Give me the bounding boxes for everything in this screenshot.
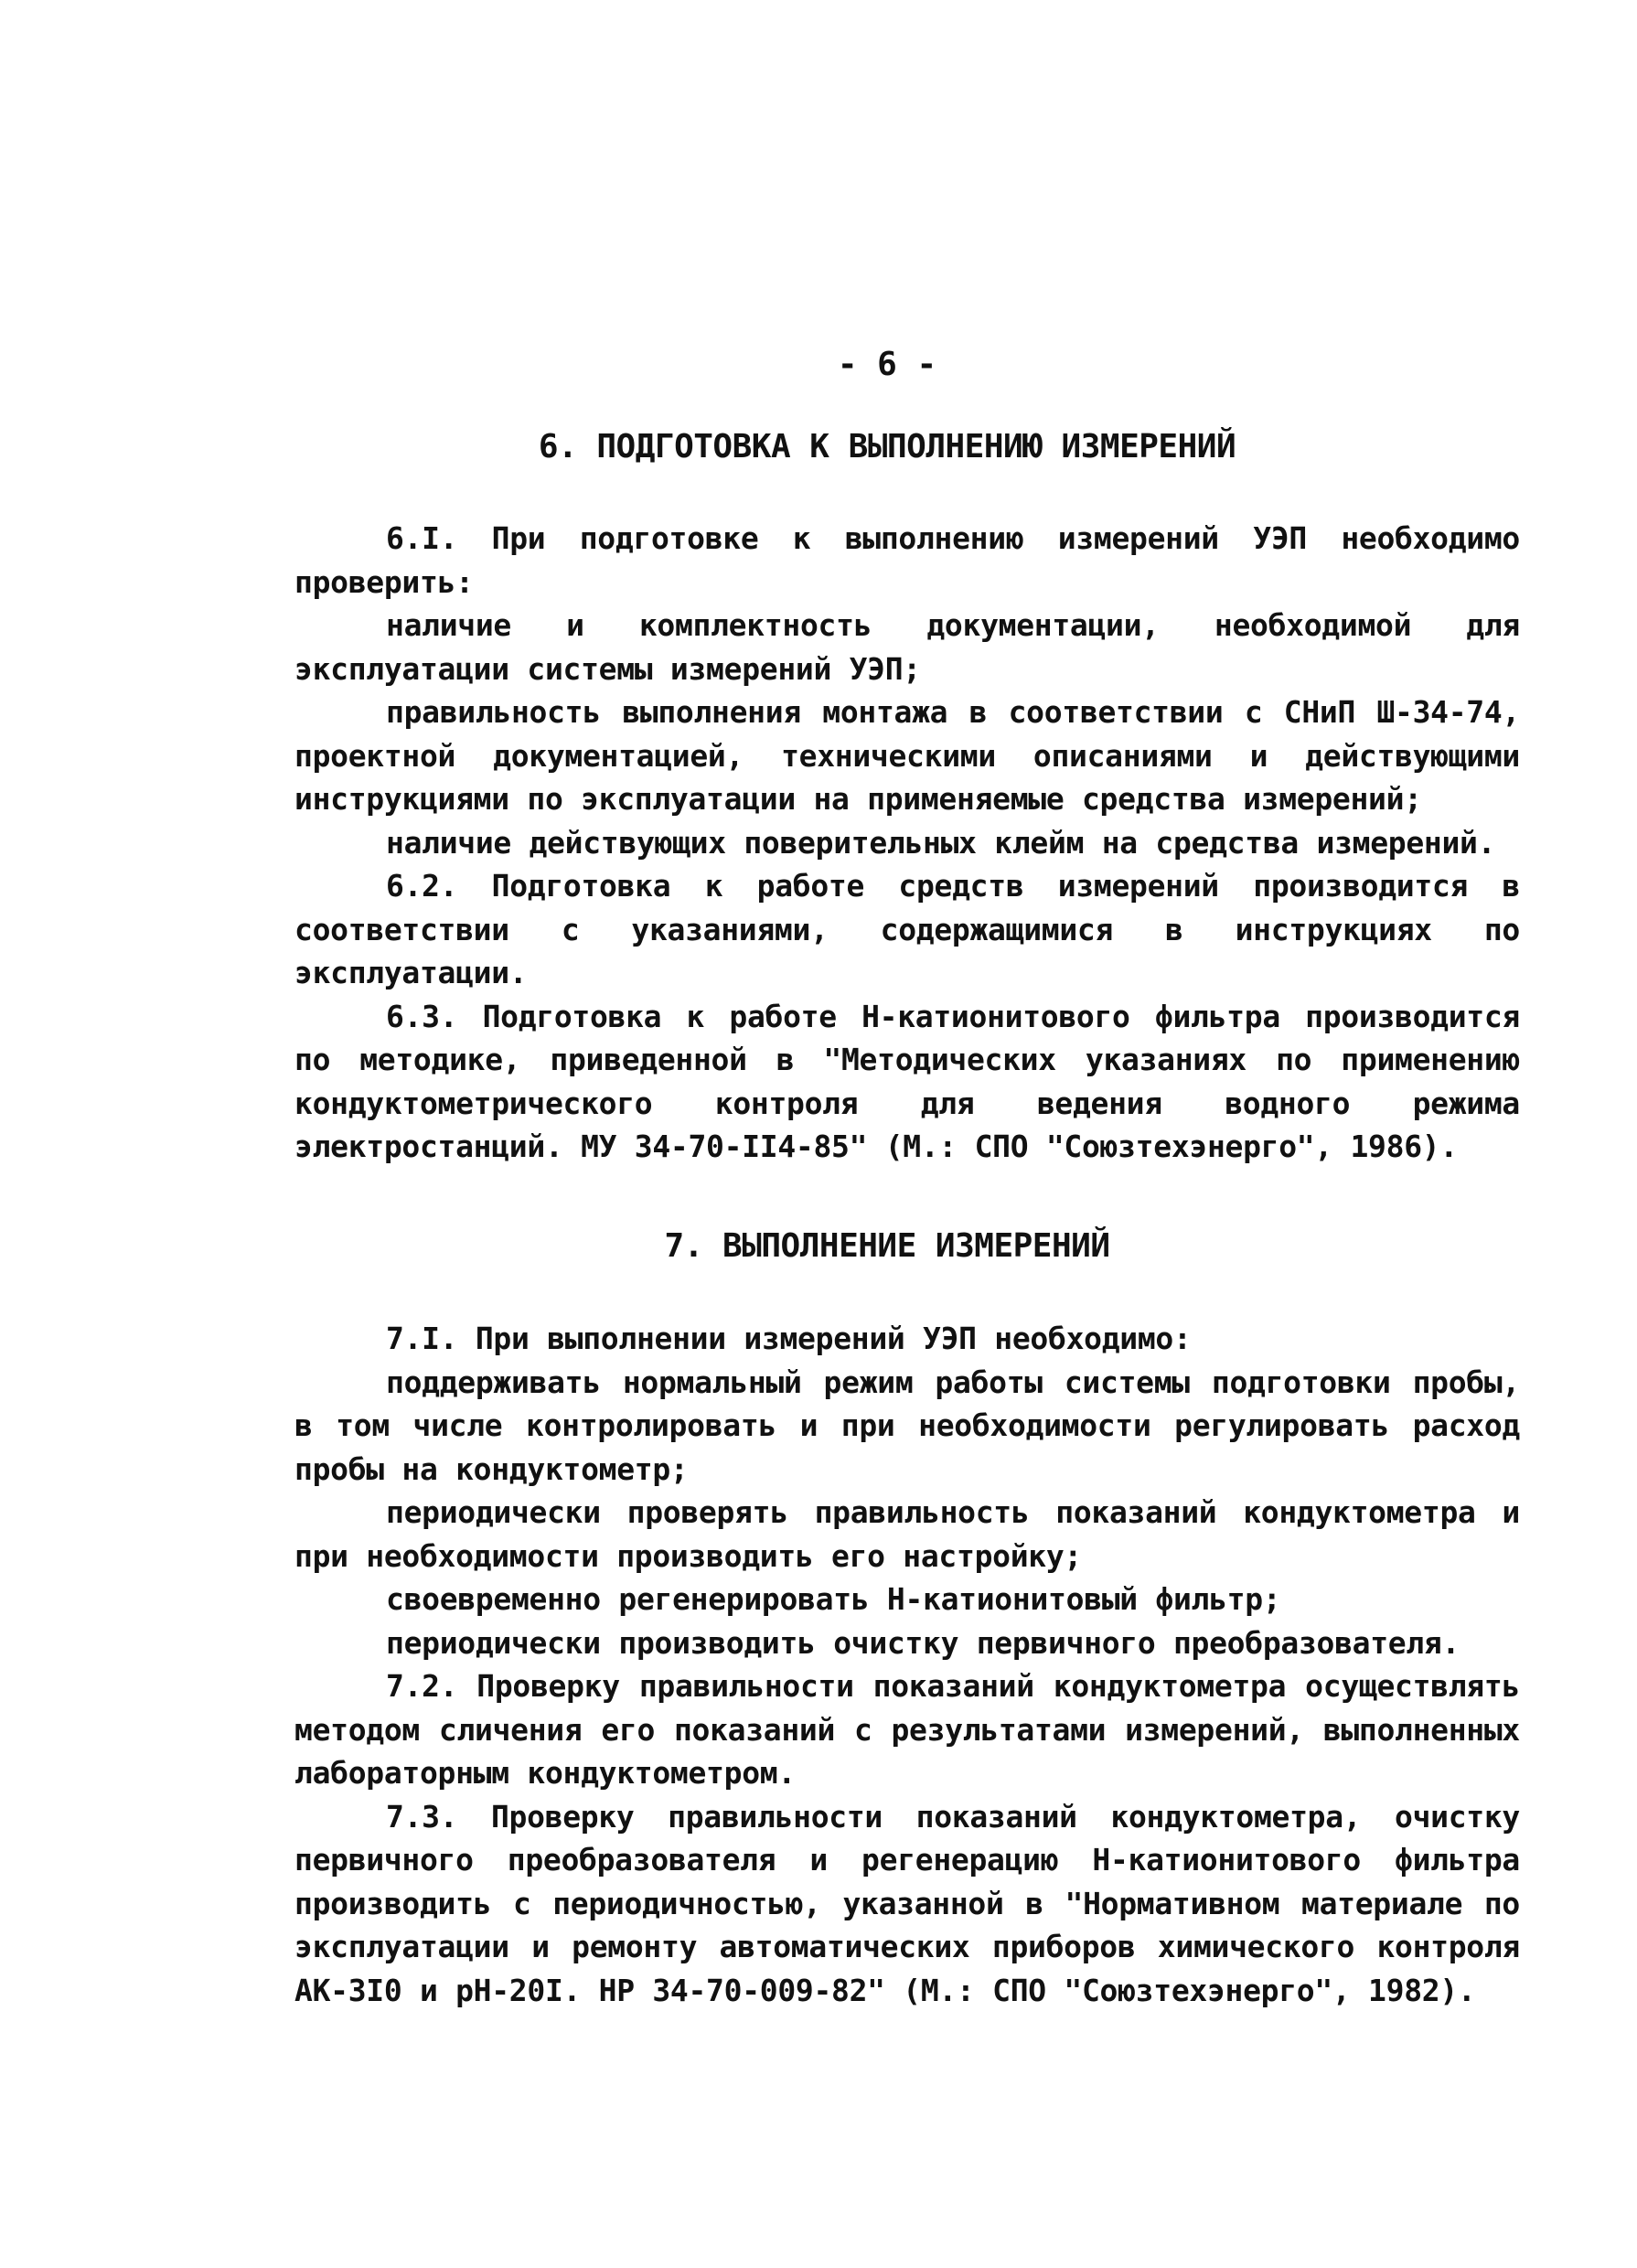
paragraph-6-1-verification-marks: наличие действующих поверительных клейм на средства измерений. bbox=[386, 824, 1496, 861]
paragraph-7-2: 7.2. Проверку правильности показаний кондуктометра осуществлять методом сличения его показаний с результатами измерений, выполненных лабораторным кондуктометром. bbox=[294, 1668, 1520, 1791]
section-7-heading: 7. ВЫПОЛНЕНИЕ ИЗМЕРЕНИЙ bbox=[664, 1227, 1110, 1265]
paragraph-6-1-installation: правильность выполнения монтажа в соответствии с СНиП Ш-34-74, проектной документацией, техническими описаниями и действующими инструкциями по эксплуатации на применяемые средства измерений; bbox=[294, 694, 1520, 817]
section-7-body bbox=[294, 1317, 1520, 2012]
paragraph-7-1: 7.I. При выполнении измерений УЭП необходимо: bbox=[386, 1321, 1192, 1356]
paragraph-6-2: 6.2. Подготовка к работе средств измерений производится в соответствии с указаниями, содержащимися в инструкциях по эксплуатации. bbox=[294, 868, 1520, 990]
page-number: - 6 - bbox=[837, 346, 937, 383]
section-6-heading: 6. ПОДГОТОВКА К ВЫПОЛНЕНИЮ ИЗМЕРЕНИЙ bbox=[538, 428, 1236, 465]
paragraph-7-1-clean-transducer: периодически производить очистку первичного преобразователя. bbox=[386, 1624, 1460, 1661]
paragraph-7-1-regenerate-filter: своевременно регенерировать Н-катионитовый фильтр; bbox=[386, 1581, 1281, 1617]
paragraph-7-1-check-readings: периодически проверять правильность показаний кондуктометра и при необходимости производить его настройку; bbox=[294, 1494, 1520, 1574]
paragraph-7-1-sample-regime: поддерживать нормальный режим работы системы подготовки пробы, в том числе контролировать и при необходимости регулировать расход пробы на кондуктометр; bbox=[294, 1364, 1520, 1487]
paragraph-6-1-documentation: наличие и комплектность документации, необходимой для эксплуатации системы измерений УЭП; bbox=[294, 607, 1520, 687]
paragraph-6-3: 6.3. Подготовка к работе Н-катионитового фильтра производится по методике, приведенной в "Методических указаниях по применению кондуктометрического контроля для ведения водного режима электростанций. МУ 34-70-II4-85" (М.: СПО "Союзтехэнерго", 1986). bbox=[294, 998, 1520, 1164]
paragraph-6-1: 6.I. При подготовке к выполнению измерений УЭП необходимо проверить: bbox=[294, 520, 1520, 600]
paragraph-7-3: 7.3. Проверку правильности показаний кондуктометра, очистку первичного преобразователя и регенерацию Н-катионитового фильтра производить с периодичностью, указанной в "Нормативном материале по эксплуатации и ремонту автоматических приборов химического контроля АК-3I0 и рН-20I. НР 34-70-009-82" (М.: СПО "Союзтехэнерго", 1982). bbox=[294, 1798, 1520, 2008]
section-6-body bbox=[294, 517, 1520, 1169]
